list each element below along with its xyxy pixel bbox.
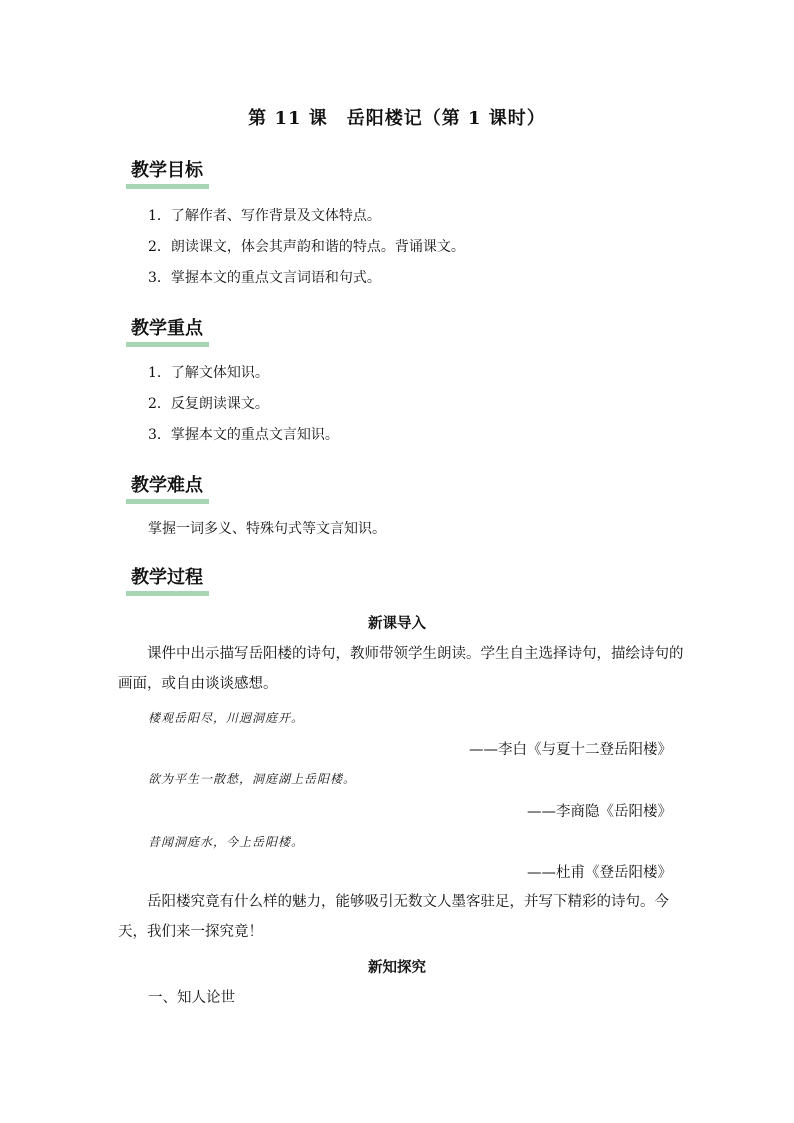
heading-keypoints: 教学重点 — [126, 318, 209, 347]
objective-item-1: 1．了解作者、写作背景及文体特点。 — [148, 208, 381, 224]
poem-line-1: 楼观岳阳尽，川迥洞庭开。 — [148, 711, 305, 725]
heading-difficulties: 教学难点 — [126, 475, 209, 504]
keypoint-item-2: 2．反复朗读课文。 — [148, 396, 269, 412]
poem-cite-1: ——李白《与夏十二登岳阳楼》 — [469, 742, 672, 758]
heading-process: 教学过程 — [126, 567, 209, 596]
poem-cite-2: ——李商隐《岳阳楼》 — [527, 804, 672, 820]
objective-item-3: 3．掌握本文的重点文言词语和句式。 — [148, 270, 381, 286]
page-title: 第 11 课 岳阳楼记（第 1 课时） — [248, 108, 546, 129]
closing-paragraph: 岳阳楼究竟有什么样的魅力，能够吸引无数文人墨客驻足，并写下精彩的诗句。今天，我们来一探究竟！ — [118, 894, 669, 940]
objective-item-2: 2．朗读课文，体会其声韵和谐的特点。背诵课文。 — [148, 239, 465, 255]
poem-cite-3: ——杜甫《登岳阳楼》 — [527, 865, 672, 881]
poem-line-3: 昔闻洞庭水，今上岳阳楼。 — [148, 835, 305, 849]
heading-objectives: 教学目标 — [126, 160, 209, 189]
explore-title: 新知探究 — [368, 959, 426, 976]
section-one-heading: 一、知人论世 — [148, 990, 235, 1006]
intro-paragraph: 课件中出示描写岳阳楼的诗句，教师带领学生朗读。学生自主选择诗句，描绘诗句的画面，或自由谈谈感想。 — [118, 646, 684, 692]
difficulty-text: 掌握一词多义、特殊句式等文言知识。 — [148, 521, 386, 537]
poem-line-2: 欲为平生一散愁，洞庭湖上岳阳楼。 — [148, 772, 357, 786]
keypoint-item-1: 1．了解文体知识。 — [148, 365, 269, 381]
intro-title: 新课导入 — [368, 615, 426, 632]
keypoint-item-3: 3．掌握本文的重点文言知识。 — [148, 427, 339, 443]
